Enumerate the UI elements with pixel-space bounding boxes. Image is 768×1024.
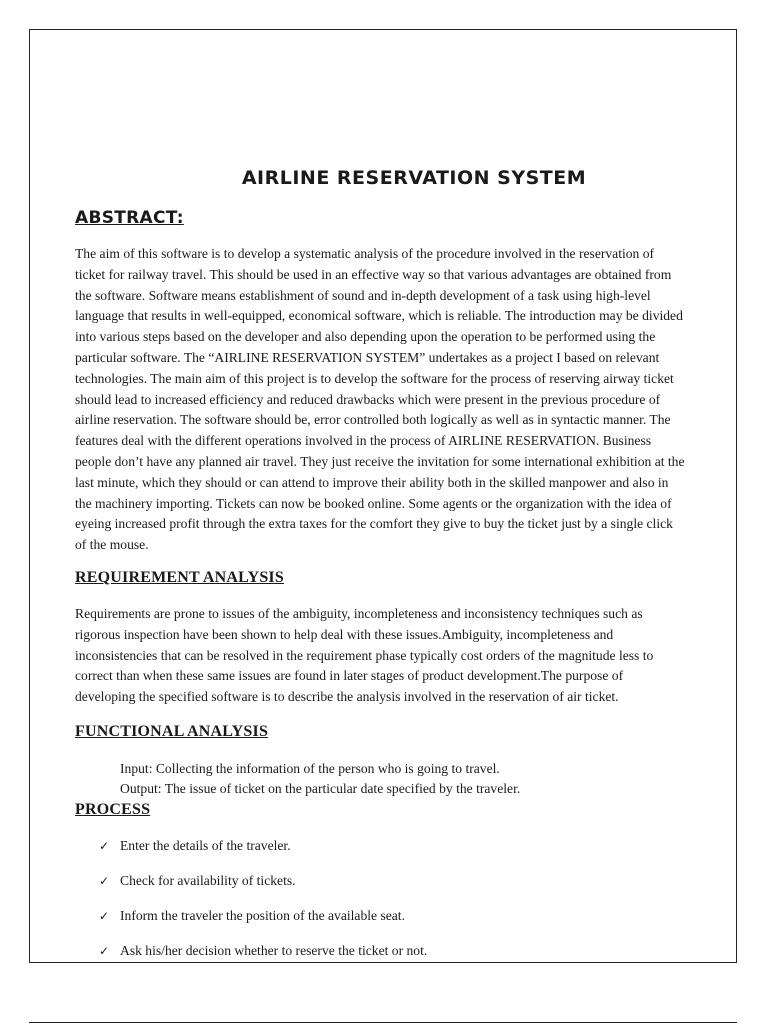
process-heading: PROCESS (75, 801, 151, 818)
process-item-text: Enter the details of the traveler. (120, 838, 291, 853)
abstract-line: language that results in well-equipped, economical software, which is reliable. The introduction may be divided (75, 308, 683, 324)
document-title: AIRLINE RESERVATION SYSTEM (241, 167, 587, 189)
abstract-line: people don’t have any planned air travel. They just receive the invitation for some international exhibition at the (75, 453, 685, 469)
abstract-line: ticket for railway travel. This should be used in an effective way so that various advantages are obtained from (75, 266, 672, 282)
process-list (99, 836, 427, 976)
process-item (99, 871, 427, 906)
abstract-line: particular software. The “AIRLINE RESERVATION SYSTEM” undertakes as a project I based on relevant (75, 349, 660, 365)
requirement-line: inconsistencies that can be resolved in the requirement phase typically cost orders of the magnitude less to (75, 647, 654, 663)
process-item (99, 836, 427, 871)
process-item (99, 941, 427, 976)
process-item-text: Check for availability of tickets. (120, 873, 296, 888)
requirement-line: developing the specified software is to describe the analysis involved in the reservation of air ticket. (75, 689, 619, 705)
abstract-line: the machinery importing. Tickets can now be booked online. Some agents or the organization with the idea of (75, 495, 672, 511)
process-item-text: Ask his/her decision whether to reserve the ticket or not. (120, 943, 428, 958)
abstract-line: features deal with the different operations involved in the process of AIRLINE RESERVATION. Business (75, 433, 652, 449)
next-page-border (29, 1022, 737, 1023)
check-icon: ✓ (99, 839, 110, 853)
process-item (99, 906, 427, 941)
abstract-paragraph (75, 244, 753, 556)
requirement-line: Requirements are prone to issues of the ambiguity, incompleteness and inconsistency techniques such as (75, 606, 643, 621)
abstract-line: of the mouse. (75, 537, 149, 553)
abstract-line: technologies. The main aim of this project is to develop the software for the process of reserving airway ticket (75, 370, 674, 386)
abstract-line: eyeing increased profit through the extra taxes for the comfort they give to buy the ticket just by a single click (75, 516, 673, 532)
abstract-line: the software. Software means establishment of sound and in-depth development of a task using high-level (75, 287, 651, 303)
requirement-line: rigorous inspection have been shown to help deal with these issues.Ambiguity, incompleteness and (75, 626, 614, 642)
page-frame (29, 29, 737, 963)
check-icon: ✓ (99, 909, 110, 923)
abstract-line: airline reservation. The software should be, error controlled both logically as well as in syntactic manner. The (75, 412, 671, 428)
functional-input: Input: Collecting the information of the person who is going to travel. (120, 761, 500, 776)
abstract-line: into various steps based on the developer and also depending upon the operation to be performed using the (75, 329, 656, 345)
abstract-line: The aim of this software is to develop a systematic analysis of the procedure involved in the reservation of (75, 246, 655, 261)
check-icon: ✓ (99, 944, 110, 958)
functional-analysis-heading: FUNCTIONAL ANALYSIS (75, 723, 269, 740)
requirement-line: correct than when these same issues are found in later stages of product development.The purpose of (75, 668, 624, 684)
abstract-heading: ABSTRACT: (75, 208, 184, 228)
abstract-line: last minute, which they should or can attend to improve their ability both in the skilled manpower and also in (75, 474, 669, 490)
requirement-analysis-paragraph (75, 604, 753, 708)
requirement-analysis-heading: REQUIREMENT ANALYSIS (75, 569, 284, 586)
functional-output: Output: The issue of ticket on the particular date specified by the traveler. (120, 781, 521, 796)
abstract-line: should lead to increased efficiency and reduced drawbacks which were present in the previous procedure of (75, 391, 661, 407)
check-icon: ✓ (99, 874, 110, 888)
process-item-text: Inform the traveler the position of the available seat. (120, 908, 405, 923)
